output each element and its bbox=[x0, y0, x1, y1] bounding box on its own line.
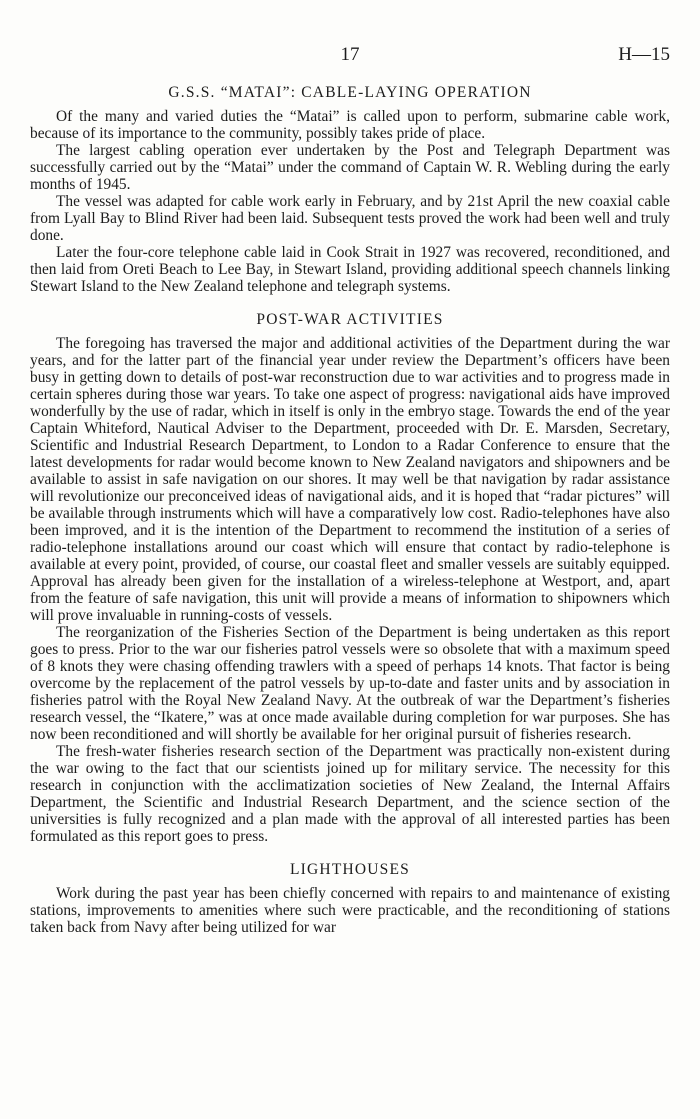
section-heading: G.S.S. “MATAI”: CABLE-LAYING OPERATION bbox=[168, 84, 532, 101]
document-reference: H—15 bbox=[618, 44, 670, 65]
page-header bbox=[30, 44, 670, 68]
page-number: 17 bbox=[340, 44, 360, 65]
paragraph: The foregoing has traversed the major and additional activities of the Department during the war years, and for the latter part of the financial year under review the Department’s officers have been busy in getting down to details of post-war reconstruction due to war activities and to progress made in certain spheres during those war years. To take one aspect of progress: navigational aids have improved wonderfully by the use of radar, which in itself is only in the embryo stage. Towards the end of the year Captain Whiteford, Nautical Adviser to the Department, proceeded with Dr. E. Marsden, Secretary, Scientific and Industrial Research Department, to London to a Radar Conference to ensure that the latest developments for radar would become known to New Zealand navigators and shipowners and be available to assist in safe navigation on our shores. It may well be that navigation by radar assistance will revolutionize our preconceived ideas of navigational aids, and it is hoped that “radar pictures” will be available through instruments which will have a comparatively low cost. Radio-telephones have also been improved, and it is the intention of the Department to recommend the institution of a series of radio-telephone installations around our coast which will ensure that contact by radio-telephone is available at every point, provided, of course, our coastal fleet and smaller vessels are suitably equipped. Approval has already been given for the installation of a wireless-telephone at Westport, and, apart from the feature of safe navigation, this unit will provide a means of information to shipowners which will prove invaluable in running-costs of vessels. bbox=[30, 335, 670, 624]
paragraph: The fresh-water fisheries research section of the Department was practically non-existent during the war owing to the fact that our scientists joined up for military service. The necessity for this research in conjunction with the acclimatization societies of New Zealand, the Internal Affairs Department, the Scientific and Industrial Research Department, and the science section of the universities is fully recognized and a plan made with the approval of all interested parties has been formulated as this report goes to press. bbox=[30, 743, 670, 845]
paragraph: Work during the past year has been chiefly concerned with repairs to and maintenance of existing stations, improvements to amenities where such were practicable, and the reconditioning of stations taken back from Navy after being utilized for war bbox=[30, 885, 670, 936]
paragraph: The vessel was adapted for cable work early in February, and by 21st April the new coaxial cable from Lyall Bay to Blind River had been laid. Subsequent tests proved the work had been well and truly done. bbox=[30, 193, 670, 244]
paragraph: Of the many and varied duties the “Matai” is called upon to perform, submarine cable work, because of its importance to the community, possibly takes pride of place. bbox=[30, 108, 670, 142]
paragraph: The largest cabling operation ever undertaken by the Post and Telegraph Department was successfully carried out by the “Matai” under the command of Captain W. R. Webling during the early months of 1945. bbox=[30, 142, 670, 193]
paragraph: The reorganization of the Fisheries Section of the Department is being undertaken as this report goes to press. Prior to the war our fisheries patrol vessels were so obsolete that with a maximum speed of 8 knots they were chasing offending trawlers with a speed of perhaps 14 knots. That factor is being overcome by the replacement of the patrol vessels by up-to-date and faster units and by association in fisheries patrol with the Royal New Zealand Navy. At the outbreak of war the Department’s fisheries research vessel, the “Ikatere,” was at once made available during completion for war purposes. She has now been reconditioned and will shortly be available for her original pursuit of fisheries research. bbox=[30, 624, 670, 743]
section-post-war-activities bbox=[30, 311, 670, 845]
section-heading: LIGHTHOUSES bbox=[290, 861, 410, 878]
section-cable-laying bbox=[30, 84, 670, 295]
section-lighthouses bbox=[30, 861, 670, 936]
paragraph: Later the four-core telephone cable laid in Cook Strait in 1927 was recovered, reconditioned, and then laid from Oreti Beach to Lee Bay, in Stewart Island, providing additional speech channels linking Stewart Island to the New Zealand telephone and telegraph systems. bbox=[30, 244, 670, 295]
section-heading: POST-WAR ACTIVITIES bbox=[256, 311, 444, 328]
